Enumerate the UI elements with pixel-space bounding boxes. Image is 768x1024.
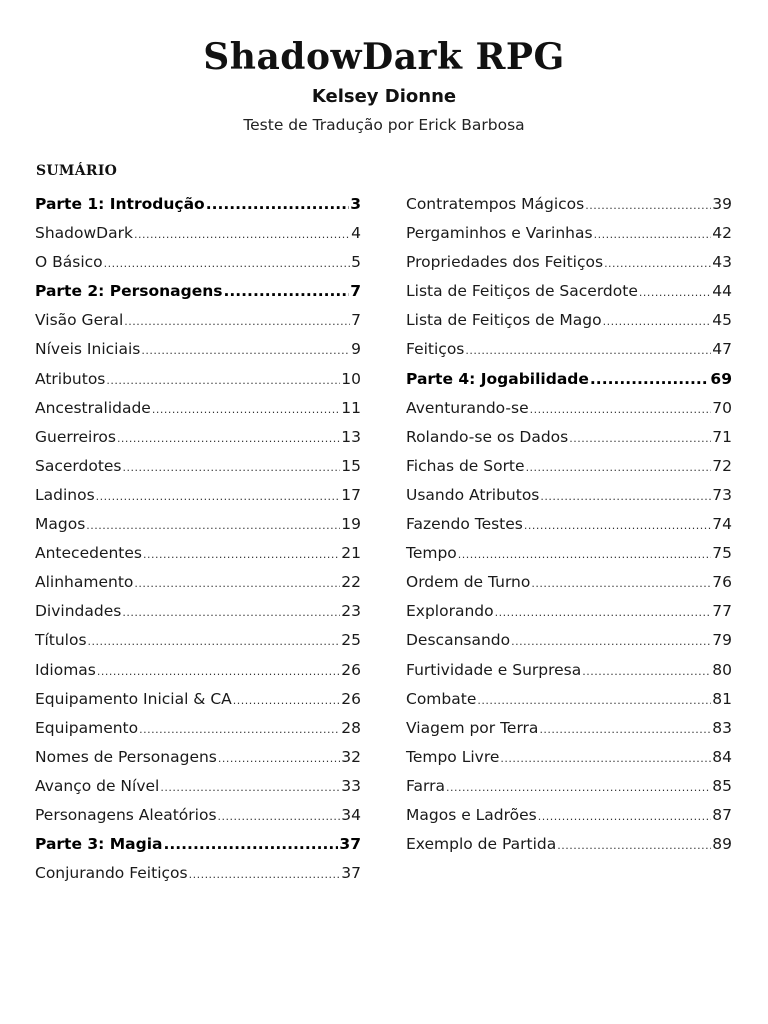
toc-leader-dots [123, 461, 341, 474]
toc-leader-dots [524, 519, 711, 532]
toc-entry-label: Idiomas [35, 660, 96, 679]
toc-entry-page: 28 [341, 718, 361, 737]
toc-entry[interactable] [406, 806, 732, 835]
toc-leader-dots [603, 315, 712, 328]
toc-entry-page: 75 [712, 544, 732, 563]
toc-entry[interactable] [406, 631, 732, 660]
toc-leader-dots [152, 403, 340, 416]
toc-entry[interactable] [406, 573, 732, 602]
toc-leader-dots [604, 257, 711, 270]
toc-entry[interactable] [35, 340, 361, 369]
toc-entry[interactable] [406, 399, 732, 428]
toc-entry-page: 89 [712, 835, 732, 854]
toc-entry-page: 79 [712, 631, 732, 650]
toc-entry-label: Avanço de Nível [35, 776, 160, 795]
toc-leader-dots [88, 635, 341, 648]
toc-entry[interactable] [406, 340, 732, 369]
toc-leader-dots [224, 282, 350, 300]
toc-entry-page: 11 [341, 398, 361, 417]
toc-leader-dots [86, 519, 340, 532]
toc-leader-dots [117, 432, 340, 445]
toc-entry[interactable] [35, 719, 361, 748]
toc-entry[interactable] [406, 602, 732, 631]
toc-entry-page: 9 [351, 340, 361, 359]
toc-entry[interactable] [406, 224, 732, 253]
toc-entry-page: 81 [712, 689, 732, 708]
toc-leader-dots [233, 694, 341, 707]
toc-entry-page: 34 [341, 805, 361, 824]
toc-entry-label: Conjurando Feitiços [35, 864, 188, 883]
toc-column-right [406, 195, 732, 864]
toc-entry-label: Títulos [35, 631, 87, 650]
toc-entry-label: Atributos [35, 369, 106, 388]
toc-entry-page: 32 [341, 747, 361, 766]
toc-leader-dots [206, 195, 350, 213]
toc-entry-label: Ladinos [35, 485, 95, 504]
toc-entry[interactable] [406, 253, 732, 282]
toc-entry-label: Sacerdotes [35, 456, 122, 475]
toc-entry[interactable] [406, 195, 732, 224]
toc-entry[interactable] [35, 370, 361, 399]
toc-entry-page: 70 [712, 398, 732, 417]
toc-entry[interactable] [35, 661, 361, 690]
toc-entry-label: Magos e Ladrões [406, 805, 537, 824]
toc-entry-page: 47 [712, 340, 732, 359]
toc-entry-page: 42 [712, 224, 732, 243]
toc-entry-label: Exemplo de Partida [406, 835, 557, 854]
toc-entry[interactable] [406, 719, 732, 748]
toc-leader-dots [124, 315, 350, 328]
toc-entry[interactable] [35, 515, 361, 544]
toc-entry-label: Divindades [35, 602, 122, 621]
toc-heading: SUMÁRIO [36, 163, 118, 179]
toc-entry[interactable] [406, 661, 732, 690]
toc-leader-dots [218, 810, 341, 823]
toc-leader-dots [465, 344, 711, 357]
toc-entry-label: Combate [406, 689, 477, 708]
toc-entry-label: Nomes de Personagens [35, 747, 217, 766]
toc-leader-dots [134, 577, 340, 590]
toc-entry[interactable] [35, 399, 361, 428]
toc-entry-page: 19 [341, 515, 361, 534]
toc-entry-page: 39 [712, 195, 732, 213]
toc-entry-label: Guerreiros [35, 427, 116, 446]
toc-leader-dots [590, 370, 710, 388]
toc-entry[interactable] [35, 573, 361, 602]
toc-entry-page: 87 [712, 805, 732, 824]
toc-entry-label: Parte 2: Personagens [35, 282, 223, 301]
toc-leader-dots [141, 344, 350, 357]
toc-entry-label: O Básico [35, 253, 103, 272]
toc-entry[interactable] [35, 602, 361, 631]
toc-leader-dots [139, 723, 340, 736]
toc-entry-label: Aventurando-se [406, 398, 529, 417]
toc-entry[interactable] [35, 311, 361, 340]
toc-entry[interactable] [406, 428, 732, 457]
toc-leader-dots [585, 199, 711, 212]
toc-entry[interactable] [406, 311, 732, 340]
toc-leader-dots [538, 810, 712, 823]
toc-entry-label: Usando Atributos [406, 485, 540, 504]
toc-leader-dots [539, 723, 711, 736]
toc-entry-label: Equipamento Inicial & CA [35, 689, 232, 708]
toc-entry-page: 10 [341, 369, 361, 388]
toc-entry-page: 44 [712, 282, 732, 301]
toc-entry[interactable] [406, 457, 732, 486]
toc-entry[interactable] [35, 864, 361, 893]
toc-entry-page: 3 [350, 195, 361, 213]
toc-leader-dots [477, 694, 711, 707]
toc-leader-dots [511, 635, 711, 648]
toc-entry-label: Ordem de Turno [406, 573, 531, 592]
toc-entry-label: Farra [406, 776, 445, 795]
toc-entry-page: 73 [712, 485, 732, 504]
toc-leader-dots [104, 257, 350, 270]
toc-leader-dots [458, 548, 711, 561]
toc-entry-page: 43 [712, 253, 732, 272]
toc-entry[interactable] [35, 457, 361, 486]
toc-entry-page: 17 [341, 485, 361, 504]
toc-entry[interactable] [406, 748, 732, 777]
toc-entry-page: 7 [351, 311, 361, 330]
toc-entry-page: 85 [712, 776, 732, 795]
toc-entry-page: 84 [712, 747, 732, 766]
toc-entry-page: 15 [341, 456, 361, 475]
toc-part-heading[interactable] [35, 835, 361, 864]
toc-entry[interactable] [35, 690, 361, 719]
toc-entry-label: Personagens Aleatórios [35, 805, 217, 824]
toc-column-left [35, 195, 361, 893]
toc-entry[interactable] [35, 748, 361, 777]
toc-entry-label: Contratempos Mágicos [406, 195, 585, 213]
toc-entry-page: 83 [712, 718, 732, 737]
toc-leader-dots [96, 490, 341, 503]
toc-entry-page: 80 [712, 660, 732, 679]
toc-entry-label: Lista de Feitiços de Mago [406, 311, 602, 330]
toc-leader-dots [594, 228, 712, 241]
toc-entry[interactable] [406, 835, 732, 864]
toc-entry[interactable] [406, 515, 732, 544]
toc-part-heading[interactable] [35, 282, 361, 311]
toc-entry-label: Viagem por Terra [406, 718, 539, 737]
toc-entry-label: Antecedentes [35, 544, 142, 563]
toc-entry-label: Parte 1: Introdução [35, 195, 205, 213]
toc-entry-label: Pergaminhos e Varinhas [406, 224, 593, 243]
toc-entry[interactable] [406, 544, 732, 573]
toc-entry-label: Fazendo Testes [406, 515, 523, 534]
toc-entry-page: 7 [350, 282, 361, 301]
toc-entry-label: Parte 4: Jogabilidade [406, 369, 589, 388]
toc-leader-dots [164, 835, 339, 853]
toc-entry-label: Descansando [406, 631, 511, 650]
toc-entry-label: Furtividade e Surpresa [406, 660, 582, 679]
toc-entry-page: 37 [341, 864, 361, 883]
toc-entry-label: ShadowDark [35, 224, 133, 243]
toc-entry-page: 23 [341, 602, 361, 621]
toc-leader-dots [97, 665, 340, 678]
toc-entry-page: 71 [712, 427, 732, 446]
toc-entry-page: 77 [712, 602, 732, 621]
toc-entry-page: 37 [339, 835, 361, 854]
toc-entry-page: 76 [712, 573, 732, 592]
toc-leader-dots [639, 286, 711, 299]
toc-entry-page: 13 [341, 427, 361, 446]
toc-entry-page: 21 [341, 544, 361, 563]
toc-entry-page: 4 [351, 224, 361, 243]
toc-leader-dots [218, 752, 340, 765]
toc-entry-page: 33 [341, 776, 361, 795]
toc-entry[interactable] [35, 806, 361, 835]
toc-entry-page: 26 [341, 660, 361, 679]
toc-entry-label: Magos [35, 515, 86, 534]
toc-entry-page: 45 [712, 311, 732, 330]
toc-leader-dots [531, 577, 711, 590]
author-name: Kelsey Dionne [311, 86, 457, 107]
toc-entry[interactable] [406, 777, 732, 806]
toc-entry[interactable] [35, 253, 361, 282]
toc-entry-page: 69 [710, 369, 732, 388]
toc-entry-page: 72 [712, 456, 732, 475]
toc-entry[interactable] [35, 631, 361, 660]
toc-entry-label: Rolando-se os Dados [406, 427, 569, 446]
toc-leader-dots [446, 781, 711, 794]
toc-entry-label: Lista de Feitiços de Sacerdote [406, 282, 638, 301]
toc-entry[interactable] [35, 224, 361, 253]
toc-leader-dots [569, 432, 711, 445]
toc-entry[interactable] [35, 428, 361, 457]
toc-leader-dots [160, 781, 340, 794]
toc-entry-label: Tempo [406, 544, 457, 563]
toc-entry-label: Feitiços [406, 340, 465, 359]
toc-leader-dots [530, 403, 712, 416]
toc-leader-dots [526, 461, 712, 474]
toc-entry[interactable] [35, 486, 361, 515]
toc-part-heading[interactable] [35, 195, 361, 224]
toc-entry[interactable] [406, 690, 732, 719]
toc-leader-dots [495, 606, 712, 619]
translator-credit: Teste de Tradução por Erick Barbosa [243, 116, 525, 134]
toc-entry-page: 26 [341, 689, 361, 708]
toc-entry-page: 22 [341, 573, 361, 592]
toc-leader-dots [557, 839, 711, 852]
toc-entry[interactable] [406, 282, 732, 311]
toc-entry-label: Visão Geral [35, 311, 124, 330]
toc-entry[interactable] [406, 486, 732, 515]
toc-leader-dots [106, 374, 340, 387]
toc-entry-page: 25 [341, 631, 361, 650]
toc-entry-label: Propriedades dos Feitiços [406, 253, 604, 272]
toc-leader-dots [540, 490, 711, 503]
toc-entry-label: Alinhamento [35, 573, 134, 592]
toc-leader-dots [189, 868, 341, 881]
toc-entry-label: Tempo Livre [406, 747, 500, 766]
toc-entry-page: 74 [712, 515, 732, 534]
toc-leader-dots [122, 606, 340, 619]
toc-entry-label: Níveis Iniciais [35, 340, 141, 359]
page-title: ShadowDark RPG [203, 36, 565, 78]
toc-entry-label: Equipamento [35, 718, 139, 737]
toc-entry[interactable] [35, 544, 361, 573]
toc-leader-dots [134, 228, 350, 241]
toc-entry[interactable] [35, 777, 361, 806]
toc-leader-dots [143, 548, 340, 561]
toc-leader-dots [582, 665, 711, 678]
toc-entry-label: Parte 3: Magia [35, 835, 163, 854]
toc-leader-dots [500, 752, 711, 765]
toc-part-heading[interactable] [406, 370, 732, 399]
toc-entry-label: Fichas de Sorte [406, 456, 525, 475]
toc-entry-page: 5 [351, 253, 361, 272]
toc-entry-label: Ancestralidade [35, 398, 151, 417]
toc-entry-label: Explorando [406, 602, 494, 621]
